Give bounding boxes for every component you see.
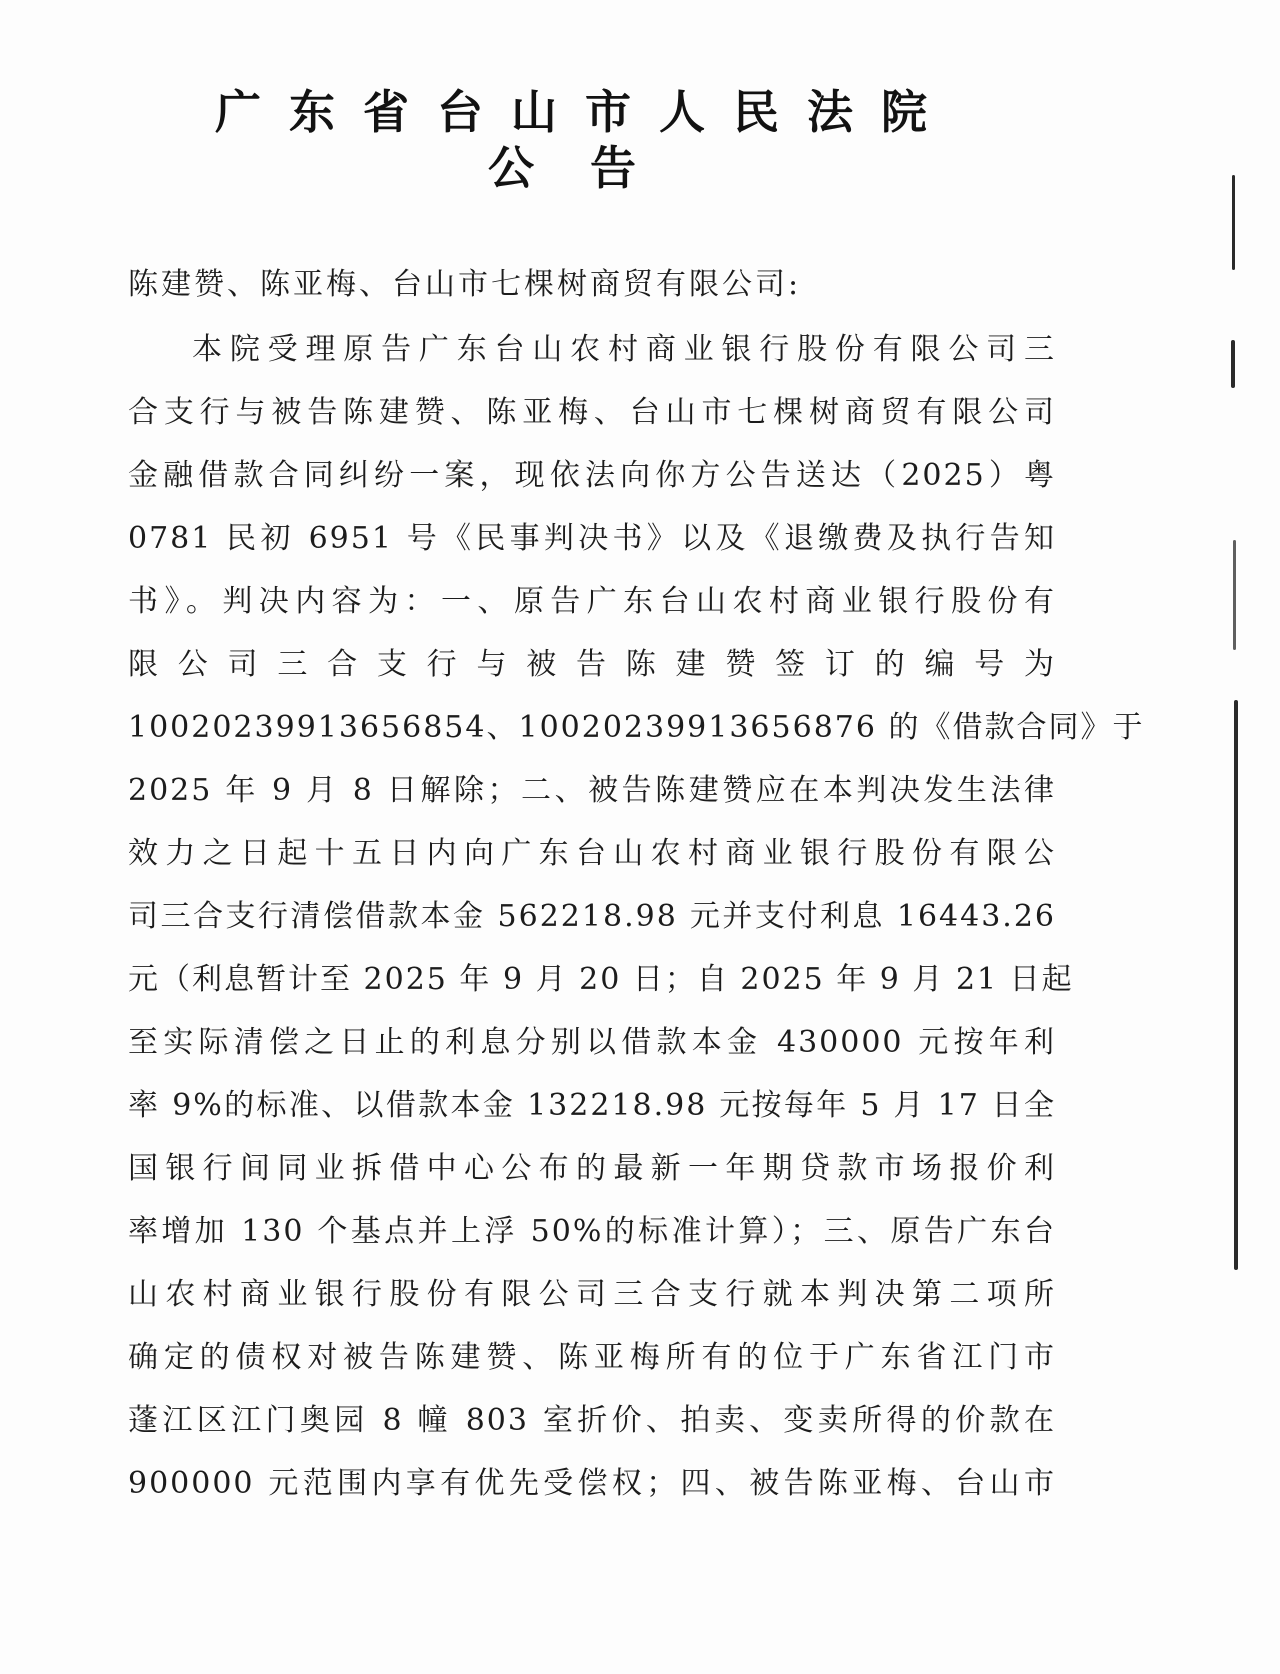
notice-body — [128, 330, 1145, 1527]
body-line: 金融借款合同纠纷一案，现依法向你方公告送达（2025）粤 — [128, 458, 1056, 493]
body-line: 限公司三合支行与被告陈建赞签订的编号为 — [128, 647, 1056, 682]
body-line: 元（利息暂计至 2025 年 9 月 20 日；自 2025 年 9 月 21 日起 — [128, 962, 1074, 997]
scan-edge-mark — [1233, 540, 1236, 650]
body-line: 效力之日起十五日内向广东台山农村商业银行股份有限公 — [128, 836, 1056, 871]
body-line: 合支行与被告陈建赞、陈亚梅、台山市七棵树商贸有限公司 — [128, 395, 1056, 430]
notice-title: 公告 — [488, 141, 692, 195]
body-line: 至实际清偿之日止的利息分别以借款本金 430000 元按年利 — [128, 1025, 1056, 1060]
body-line: 10020239913656854、10020239913656876 的《借款合同》于 — [128, 710, 1145, 745]
body-line: 蓬江区江门奥园 8 幢 803 室折价、拍卖、变卖所得的价款在 — [128, 1403, 1056, 1438]
body-line: 率增加 130 个基点并上浮 50%的标准计算）；三、原告广东台 — [128, 1214, 1056, 1249]
scan-edge-mark — [1234, 700, 1238, 1270]
body-line: 山农村商业银行股份有限公司三合支行就本判决第二项所 — [128, 1277, 1056, 1312]
body-line: 900000 元范围内享有优先受偿权；四、被告陈亚梅、台山市 — [128, 1466, 1056, 1501]
body-line: 0781 民初 6951 号《民事判决书》以及《退缴费及执行告知 — [128, 521, 1056, 556]
body-line: 率 9%的标准、以借款本金 132218.98 元按每年 5 月 17 日全 — [128, 1088, 1056, 1123]
body-line: 确定的债权对被告陈建赞、陈亚梅所有的位于广东省江门市 — [128, 1340, 1056, 1375]
body-line: 书》。判决内容为：一、原告广东台山农村商业银行股份有 — [128, 584, 1056, 619]
body-line: 国银行间同业拆借中心公布的最新一年期贷款市场报价利 — [128, 1151, 1056, 1186]
scan-edge-mark — [1232, 175, 1235, 270]
scan-edge-mark — [1231, 340, 1235, 388]
court-title: 广东省台山市人民法院 — [215, 85, 955, 139]
body-line: 2025 年 9 月 8 日解除；二、被告陈建赞应在本判决发生法律 — [128, 773, 1056, 808]
body-line: 本院受理原告广东台山农村商业银行股份有限公司三 — [192, 332, 1056, 367]
addressee-line: 陈建赞、陈亚梅、台山市七棵树商贸有限公司: — [128, 267, 802, 302]
body-line: 司三合支行清偿借款本金 562218.98 元并支付利息 16443.26 — [128, 899, 1056, 934]
